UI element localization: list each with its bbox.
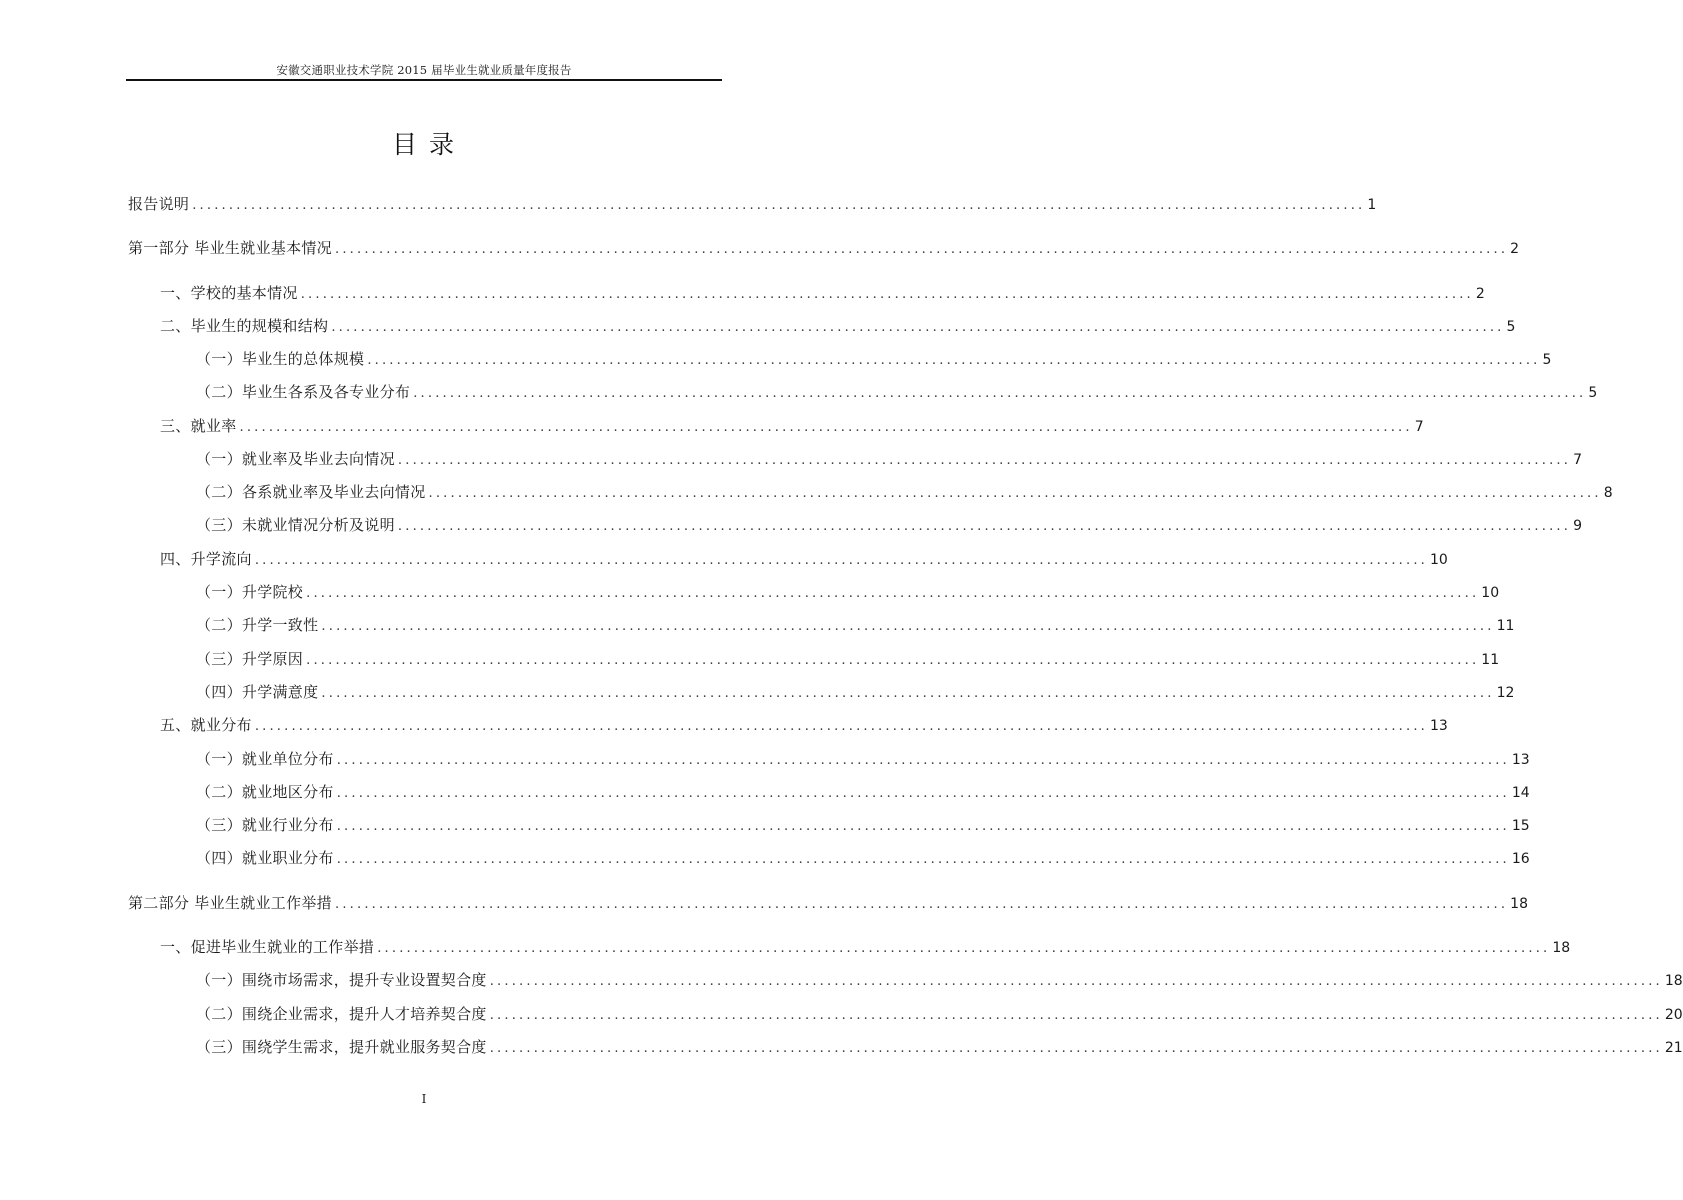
- toc-entry-page: 9: [1573, 518, 1582, 534]
- toc-entry-label: （三）未就业情况分析及说明: [196, 516, 395, 534]
- toc-entry[interactable]: [160, 936, 1571, 958]
- toc-entry-page: 11: [1496, 618, 1515, 634]
- toc-entry-label: （一）就业单位分布: [196, 750, 334, 768]
- toc-entry[interactable]: [160, 315, 1516, 337]
- toc-entry[interactable]: [160, 415, 1424, 437]
- toc-entry-page: 10: [1429, 552, 1448, 568]
- dot-leader: ................................................................................................................................................................: [413, 386, 1587, 401]
- toc-entry-page: 5: [1506, 319, 1516, 335]
- toc-entry-label: （一）围绕市场需求，提升专业设置契合度: [196, 971, 487, 989]
- dot-leader: ................................................................................................................................................................: [239, 420, 1413, 435]
- dot-leader: ................................................................................................................................................................: [334, 242, 1509, 257]
- toc-entry[interactable]: [128, 237, 1520, 259]
- dot-leader: ................................................................................................................................................................: [331, 320, 1505, 335]
- dot-leader: ................................................................................................................................................................: [489, 1008, 1663, 1023]
- toc-entry[interactable]: [160, 548, 1448, 570]
- toc-entry[interactable]: [196, 481, 1613, 503]
- toc-entry-label: （四）就业职业分布: [196, 849, 334, 867]
- dot-leader: ................................................................................................................................................................: [489, 974, 1663, 989]
- dot-leader: ................................................................................................................................................................: [336, 786, 1510, 801]
- toc-entry-page: 18: [1552, 940, 1571, 956]
- toc-entry[interactable]: [196, 781, 1530, 803]
- toc-entry-label: （四）升学满意度: [196, 683, 319, 701]
- dot-leader: ................................................................................................................................................................: [321, 686, 1495, 701]
- toc-entry[interactable]: [196, 748, 1530, 770]
- toc-entry[interactable]: [196, 348, 1552, 370]
- toc-entry-page: 7: [1414, 419, 1424, 435]
- toc-entry-page: 21: [1664, 1040, 1683, 1056]
- toc-entry-label: （一）毕业生的总体规模: [196, 350, 365, 368]
- running-header: 安徽交通职业技术学院 2015 届毕业生就业质量年度报告: [276, 63, 572, 77]
- toc-entry-page: 11: [1481, 652, 1500, 668]
- toc-entry-label: （三）升学原因: [196, 650, 304, 668]
- toc-entry-page: 5: [1542, 352, 1552, 368]
- toc-entry[interactable]: [160, 282, 1485, 304]
- header-rule: [126, 79, 722, 81]
- toc-entry[interactable]: [196, 1036, 1683, 1058]
- toc-entry[interactable]: [196, 581, 1500, 603]
- dot-leader: ................................................................................................................................................................: [367, 353, 1541, 368]
- toc-entry[interactable]: [196, 1003, 1683, 1025]
- toc-entry-label: （一）就业率及毕业去向情况: [196, 450, 395, 468]
- toc-entry[interactable]: [196, 814, 1530, 836]
- dot-leader: ................................................................................................................................................................: [306, 653, 1480, 668]
- toc-entry-label: 一、促进毕业生就业的工作举措: [160, 938, 375, 956]
- toc-entry[interactable]: [196, 381, 1598, 403]
- dot-leader: ................................................................................................................................................................: [334, 897, 1509, 912]
- dot-leader: ................................................................................................................................................................: [489, 1041, 1663, 1056]
- toc-entry[interactable]: [128, 892, 1528, 914]
- toc-entry-page: 20: [1664, 1007, 1683, 1023]
- dot-leader: ................................................................................................................................................................: [336, 852, 1510, 867]
- toc-entry-page: 2: [1475, 286, 1485, 302]
- toc-entry[interactable]: [196, 969, 1683, 991]
- toc-entry-label: （一）升学院校: [196, 583, 304, 601]
- toc-entry-page: 12: [1496, 685, 1515, 701]
- page-number: I: [421, 1092, 427, 1106]
- toc-entry-label: （二）就业地区分布: [196, 783, 334, 801]
- dot-leader: ................................................................................................................................................................: [254, 719, 1428, 734]
- toc-entry-label: 五、就业分布: [160, 716, 252, 734]
- toc-entry[interactable]: [196, 681, 1515, 703]
- toc-entry-page: 10: [1481, 585, 1500, 601]
- dot-leader: ................................................................................................................................................................: [397, 453, 1572, 468]
- toc-entry-label: （三）围绕学生需求，提升就业服务契合度: [196, 1038, 487, 1056]
- toc-entry[interactable]: [196, 847, 1530, 869]
- toc-entry-label: 二、毕业生的规模和结构: [160, 317, 329, 335]
- toc-entry[interactable]: [196, 648, 1500, 670]
- dot-leader: ................................................................................................................................................................: [192, 198, 1366, 213]
- toc-entry-label: （二）围绕企业需求，提升人才培养契合度: [196, 1005, 487, 1023]
- toc-entry-label: （二）升学一致性: [196, 616, 319, 634]
- toc-entry-label: （二）各系就业率及毕业去向情况: [196, 483, 426, 501]
- toc-entry-page: 7: [1573, 452, 1582, 468]
- dot-leader: ................................................................................................................................................................: [397, 519, 1572, 534]
- toc-entry[interactable]: [196, 514, 1582, 536]
- dot-leader: ................................................................................................................................................................: [321, 619, 1495, 634]
- toc-title: 目 录: [392, 130, 456, 159]
- dot-leader: ................................................................................................................................................................: [254, 553, 1428, 568]
- toc-entry[interactable]: [196, 448, 1582, 470]
- dot-leader: ................................................................................................................................................................: [377, 941, 1551, 956]
- toc-entry[interactable]: [128, 193, 1377, 215]
- toc-entry-page: 13: [1429, 718, 1448, 734]
- dot-leader: ................................................................................................................................................................: [306, 586, 1480, 601]
- toc-entry-page: 16: [1511, 851, 1530, 867]
- toc-entry-label: 四、升学流向: [160, 550, 252, 568]
- toc-entry-label: （二）毕业生各系及各专业分布: [196, 383, 411, 401]
- toc-entry[interactable]: [160, 714, 1448, 736]
- dot-leader: ................................................................................................................................................................: [336, 753, 1510, 768]
- toc-entry-label: （三）就业行业分布: [196, 816, 334, 834]
- toc-entry-page: 14: [1511, 785, 1530, 801]
- toc-entry-page: 1: [1367, 197, 1377, 213]
- toc-entry-label: 三、就业率: [160, 417, 237, 435]
- toc-entry-label: 报告说明: [128, 195, 190, 213]
- toc-entry-page: 18: [1510, 896, 1528, 912]
- toc-entry[interactable]: [196, 614, 1515, 636]
- toc-entry-page: 13: [1511, 752, 1530, 768]
- toc-entry-label: 第二部分 毕业生就业工作举措: [128, 894, 332, 912]
- toc-entry-page: 15: [1511, 818, 1530, 834]
- toc-entry-label: 一、学校的基本情况: [160, 284, 298, 302]
- dot-leader: ................................................................................................................................................................: [428, 486, 1602, 501]
- dot-leader: ................................................................................................................................................................: [336, 819, 1510, 834]
- toc-entry-page: 5: [1588, 385, 1598, 401]
- dot-leader: ................................................................................................................................................................: [300, 287, 1474, 302]
- toc-entry-page: 2: [1510, 241, 1520, 257]
- toc-entry-page: 18: [1664, 973, 1683, 989]
- toc-entry-label: 第一部分 毕业生就业基本情况: [128, 239, 332, 257]
- toc-entry-page: 8: [1603, 485, 1613, 501]
